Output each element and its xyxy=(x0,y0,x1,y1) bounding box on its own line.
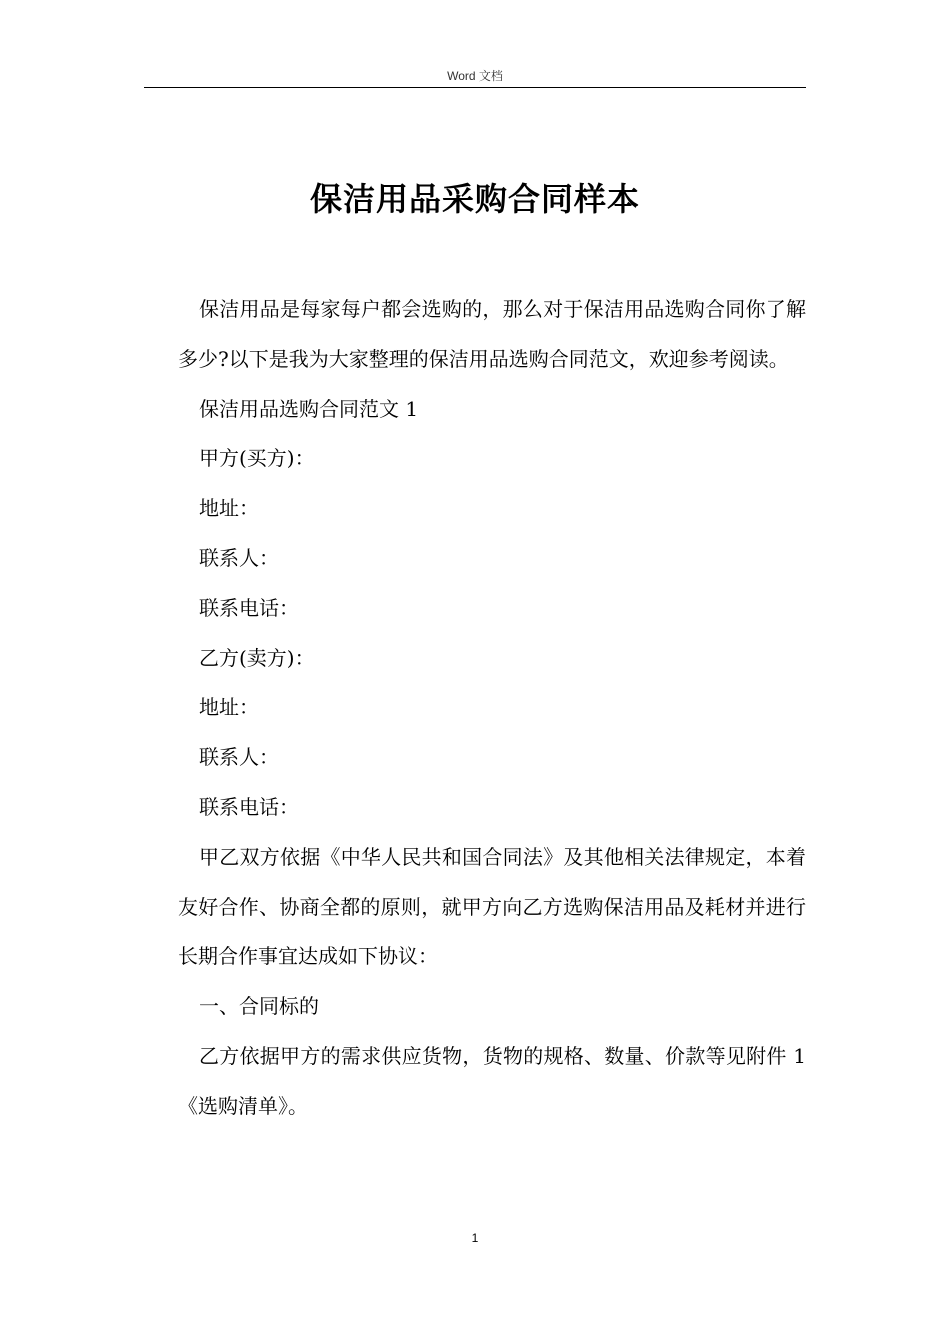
party-a-phone: 联系电话： xyxy=(199,595,299,620)
party-a-label: 甲方(买方)： xyxy=(199,446,315,471)
party-b-phone: 联系电话： xyxy=(199,794,299,819)
party-a-contact: 联系人： xyxy=(199,545,279,570)
header-divider xyxy=(144,87,806,88)
section-heading: 一、合同标的 xyxy=(199,994,319,1019)
section-body: 乙方依据甲方的需求供应货物，货物的规格、数量、价款等见附件 1《选购清单》。 xyxy=(178,1043,806,1118)
party-b-address: 地址： xyxy=(199,695,259,720)
party-b-label: 乙方(卖方)： xyxy=(199,645,315,670)
party-b-contact: 联系人： xyxy=(199,745,279,770)
page-number: 1 xyxy=(471,1231,479,1245)
contract-heading: 保洁用品选购合同范文 1 xyxy=(199,396,419,421)
party-a-address: 地址： xyxy=(199,496,259,521)
document-body xyxy=(178,285,806,1132)
page-header: Word 文档 xyxy=(447,69,503,83)
document-title: 保洁用品采购合同样本 xyxy=(309,180,640,219)
agreement-preamble: 甲乙双方依据《中华人民共和国合同法》及其他相关法律规定，本着友好合作、协商全都的原则，就甲方向乙方选购保洁用品及耗材并进行长期合作事宜达成如下协议： xyxy=(178,844,806,969)
intro-paragraph: 保洁用品是每家每户都会选购的，那么对于保洁用品选购合同你了解多少?以下是我为大家整理的保洁用品选购合同范文，欢迎参考阅读。 xyxy=(178,297,806,371)
